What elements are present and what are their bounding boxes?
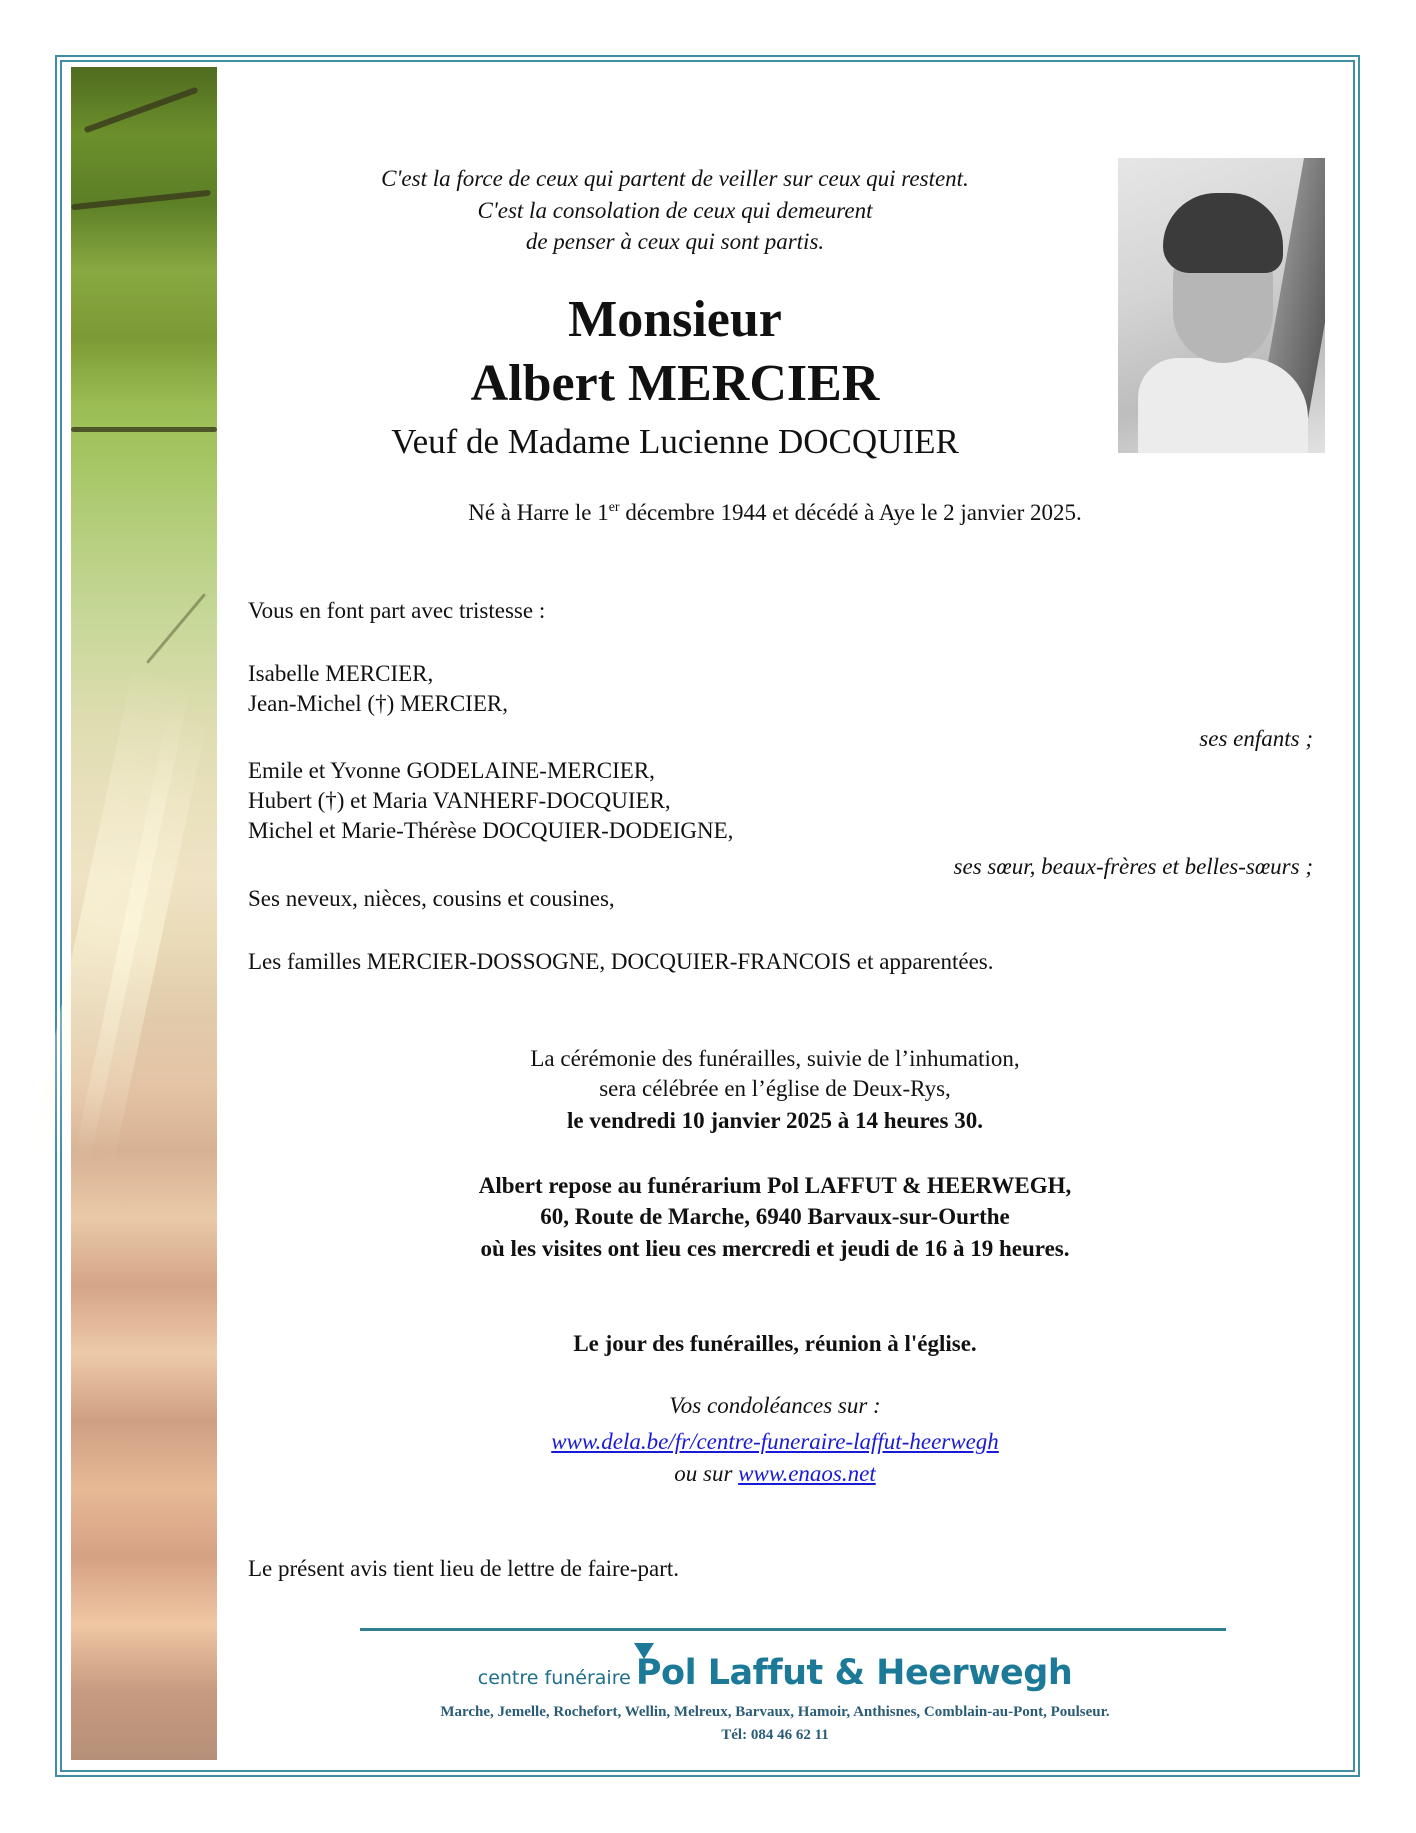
sibling-name: Emile et Yvonne GODELAINE-MERCIER,: [248, 758, 655, 783]
ceremony-line: sera célébrée en l’église de Deux-Rys,: [599, 1076, 951, 1101]
footer-divider: [360, 1628, 1226, 1631]
triangle-icon: [634, 1643, 654, 1659]
enaos-link[interactable]: www.enaos.net: [738, 1461, 876, 1486]
birth-text: Né à Harre le 1: [468, 500, 609, 525]
quote-line: C'est la force de ceux qui partent de veiller sur ceux qui restent.: [381, 166, 969, 191]
death-text: décembre 1944 et décédé à Aye le 2 janvier 2025.: [619, 500, 1082, 525]
dela-link[interactable]: www.dela.be/fr/centre-funeraire-laffut-heerwegh: [551, 1429, 999, 1454]
photo-shirt: [1138, 358, 1308, 453]
spouse-line: Veuf de Madame Lucienne DOCQUIER: [391, 422, 959, 461]
footer-cities: Marche, Jemelle, Rochefort, Wellin, Melreux, Barvaux, Hamoir, Anthisnes, Comblain-au-Pont, Poulseur.: [440, 1704, 1110, 1720]
visitation-line: Albert repose au funérarium Pol LAFFUT & HEERWEGH,: [478, 1173, 1072, 1198]
children-label: ses enfants ;: [1199, 726, 1313, 751]
families-line: Les familles MERCIER-DOSSOGNE, DOCQUIER-FRANCOIS et apparentées.: [248, 949, 994, 974]
sibling-name: Michel et Marie-Thérèse DOCQUIER-DODEIGNE,: [248, 818, 734, 843]
condolences-alt-row: [330, 1461, 1220, 1487]
child-name: Isabelle MERCIER,: [248, 661, 434, 686]
closing-line: Le présent avis tient lieu de lettre de faire-part.: [248, 1556, 680, 1581]
branch-shape: [146, 593, 206, 664]
ceremony-date: le vendredi 10 janvier 2025 à 14 heures 30.: [567, 1108, 983, 1133]
ordinal-superscript: er: [608, 500, 620, 515]
forest-path-image: [71, 67, 217, 1760]
or-label: ou sur: [674, 1461, 739, 1486]
branch-shape: [71, 190, 211, 211]
quote-line: C'est la consolation de ceux qui demeurent: [477, 198, 873, 223]
logo-brand: Pol Laffut & Heerwegh: [635, 1653, 1073, 1693]
branch-shape: [84, 87, 199, 134]
deceased-name: Albert MERCIER: [470, 355, 880, 412]
siblings-label: ses sœur, beaux-frères et belles-sœurs ;: [953, 854, 1313, 879]
nephews-line: Ses neveux, nièces, cousins et cousines,: [248, 886, 615, 911]
ceremony-line: La cérémonie des funérailles, suivie de l’inhumation,: [530, 1046, 1020, 1071]
child-name: Jean-Michel (†) MERCIER,: [248, 691, 508, 716]
branch-shape: [71, 427, 217, 432]
logo-prefix: centre funéraire: [477, 1667, 631, 1689]
footer-phone: Tél: 084 46 62 11: [721, 1727, 829, 1743]
visitation-address: 60, Route de Marche, 6940 Barvaux-sur-Ourthe: [540, 1204, 1010, 1229]
visitation-hours: où les visites ont lieu ces mercredi et jeudi de 16 à 19 heures.: [480, 1236, 1070, 1261]
honorific: Monsieur: [568, 291, 782, 348]
photo-hair: [1163, 193, 1283, 273]
sibling-name: Hubert (†) et Maria VANHERF-DOCQUIER,: [248, 788, 671, 813]
birth-death-line: [330, 500, 1220, 526]
condolences-label: Vos condoléances sur :: [669, 1393, 881, 1418]
funeral-home-logo: [330, 1653, 1220, 1693]
meeting-line: Le jour des funérailles, réunion à l'église.: [573, 1331, 977, 1356]
condolences-link-row: [330, 1429, 1220, 1455]
logo-brand-wrap: [636, 1653, 1072, 1693]
quote-line: de penser à ceux qui sont partis.: [525, 229, 825, 254]
portrait-photo: [1118, 158, 1325, 453]
announcement-intro: Vous en font part avec tristesse :: [248, 598, 546, 623]
